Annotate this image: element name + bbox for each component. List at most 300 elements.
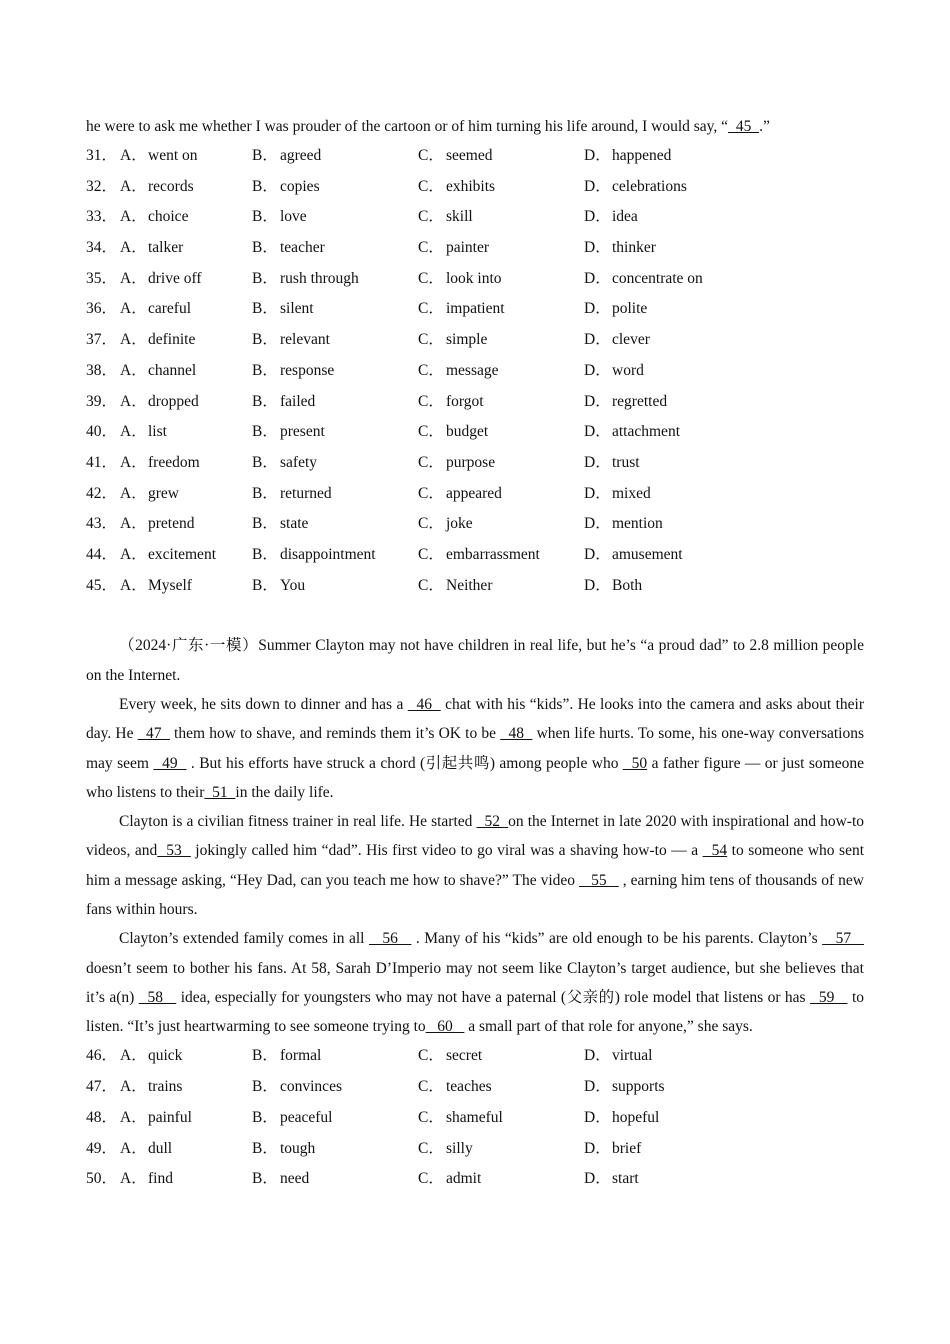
option-text: agreed xyxy=(280,147,322,164)
option-letter: C． xyxy=(418,423,444,441)
option-text: went on xyxy=(148,147,198,164)
blank-46: 46 xyxy=(407,695,441,713)
option-letter: A． xyxy=(120,300,147,318)
option-c xyxy=(418,233,584,264)
option-text: regretted xyxy=(612,392,668,410)
option-letter: D． xyxy=(584,545,611,563)
option-text: shameful xyxy=(446,1108,503,1126)
option-text: peaceful xyxy=(280,1108,333,1126)
option-letter: B． xyxy=(252,453,278,471)
question-number: 33． xyxy=(86,208,118,226)
question-number: 34． xyxy=(86,239,118,257)
question-number: 41． xyxy=(86,453,118,471)
question-row xyxy=(86,571,864,602)
paragraph-4: Clayton’s extended family comes in all 56 . Many of his “kids” are old enough to be his parents. Clayton’s 57 doesn’t seem to bother his fans. At 58, Sarah D’Imperio may not seem like Clayton’s target audience, but she believes that it’s a(n) 58 idea, especially for youngsters who may not have a paternal (父亲的) role model that listens or has 59 to listen. “It’s just heartwarming to see someone trying to 60 a small part of that role for anyone,” she says. xyxy=(86,930,865,1036)
blank-51: 51 xyxy=(204,783,236,801)
option-text: teaches xyxy=(446,1078,492,1096)
option-c xyxy=(418,448,584,479)
option-letter: D． xyxy=(584,576,611,594)
option-letter: C． xyxy=(418,1139,444,1157)
option-a xyxy=(120,479,252,510)
option-text: safety xyxy=(280,453,318,471)
option-letter: D． xyxy=(584,208,611,226)
option-b xyxy=(252,172,418,203)
option-a xyxy=(120,356,252,387)
option-b xyxy=(252,1103,418,1134)
option-c xyxy=(418,356,584,387)
option-letter: D． xyxy=(584,515,611,533)
option-b xyxy=(252,448,418,479)
option-text: tough xyxy=(280,1139,316,1157)
option-d xyxy=(584,571,784,602)
option-text: look into xyxy=(446,269,502,287)
option-d xyxy=(584,141,784,172)
option-text: seemed xyxy=(446,147,493,164)
option-a xyxy=(120,294,252,325)
option-d xyxy=(584,1164,784,1195)
blank-57: 57 xyxy=(822,930,864,948)
option-text: thinker xyxy=(612,239,656,257)
option-b xyxy=(252,417,418,448)
option-a xyxy=(120,448,252,479)
option-text: returned xyxy=(280,484,332,502)
option-letter: B． xyxy=(252,392,278,410)
question-row xyxy=(86,294,864,325)
intro-text-end: .” xyxy=(759,118,770,135)
option-text: secret xyxy=(446,1047,483,1065)
option-letter: B． xyxy=(252,208,278,226)
question-row xyxy=(86,540,864,571)
option-c xyxy=(418,571,584,602)
option-text: convinces xyxy=(280,1078,342,1096)
blank-56: 56 xyxy=(368,930,412,948)
option-text: Neither xyxy=(446,576,493,594)
option-a xyxy=(120,1103,252,1134)
option-b xyxy=(252,387,418,418)
option-letter: D． xyxy=(584,300,611,318)
option-letter: A． xyxy=(120,423,147,441)
option-text: message xyxy=(446,361,499,379)
option-letter: D． xyxy=(584,239,611,257)
question-row xyxy=(86,417,864,448)
option-c xyxy=(418,1072,584,1103)
option-b xyxy=(252,202,418,233)
option-letter: B． xyxy=(252,269,278,287)
option-d xyxy=(584,1103,784,1134)
option-letter: D． xyxy=(584,177,611,195)
option-text: trust xyxy=(612,453,640,471)
option-c xyxy=(418,264,584,295)
document-page xyxy=(86,112,864,1195)
option-a xyxy=(120,233,252,264)
option-text: rush through xyxy=(280,269,359,287)
question-number: 44． xyxy=(86,545,118,563)
option-d xyxy=(584,294,784,325)
option-letter: A． xyxy=(120,1139,147,1157)
option-text: pretend xyxy=(148,515,195,533)
question-number: 38． xyxy=(86,361,118,379)
option-text: polite xyxy=(612,300,648,318)
option-text: failed xyxy=(280,392,316,410)
option-text: need xyxy=(280,1170,310,1188)
option-letter: C． xyxy=(418,392,444,410)
option-letter: A． xyxy=(120,208,147,226)
question-number: 49． xyxy=(86,1139,118,1157)
question-row xyxy=(86,172,864,203)
blank-55: 55 xyxy=(579,871,619,889)
option-letter: D． xyxy=(584,361,611,379)
option-text: drive off xyxy=(148,269,202,287)
question-row xyxy=(86,1041,864,1072)
option-text: response xyxy=(280,361,335,379)
option-letter: D． xyxy=(584,1108,611,1126)
option-d xyxy=(584,509,784,540)
question-number: 37． xyxy=(86,331,118,349)
option-text: careful xyxy=(148,300,192,318)
option-letter: A． xyxy=(120,361,147,379)
option-text: talker xyxy=(148,239,184,257)
question-row xyxy=(86,233,864,264)
option-letter: B． xyxy=(252,1139,278,1157)
question-row xyxy=(86,479,864,510)
blank-47: 47 xyxy=(137,725,170,743)
option-d xyxy=(584,1072,784,1103)
blank-58: 58 xyxy=(138,988,177,1006)
option-letter: D． xyxy=(584,1078,611,1096)
option-text: formal xyxy=(280,1047,322,1065)
options-list-46-50 xyxy=(86,1041,864,1194)
option-letter: B． xyxy=(252,239,278,257)
option-text: clever xyxy=(612,331,650,349)
option-text: mixed xyxy=(612,484,651,502)
option-letter: C． xyxy=(418,361,444,379)
question-number: 48． xyxy=(86,1108,118,1126)
option-letter: D． xyxy=(584,1170,611,1188)
option-text: love xyxy=(280,208,307,226)
option-d xyxy=(584,448,784,479)
blank-59: 59 xyxy=(810,988,848,1006)
option-d xyxy=(584,1041,784,1072)
question-number: 32． xyxy=(86,177,118,195)
option-text: trains xyxy=(148,1078,183,1096)
option-b xyxy=(252,1041,418,1072)
option-a xyxy=(120,387,252,418)
option-text: hopeful xyxy=(612,1108,660,1126)
option-text: silly xyxy=(446,1139,473,1157)
option-a xyxy=(120,1164,252,1195)
option-letter: C． xyxy=(418,208,444,226)
option-b xyxy=(252,571,418,602)
option-text: celebrations xyxy=(612,177,687,195)
option-text: You xyxy=(280,576,306,594)
option-a xyxy=(120,509,252,540)
question-row xyxy=(86,264,864,295)
option-a xyxy=(120,1134,252,1165)
option-letter: D． xyxy=(584,484,611,502)
option-text: purpose xyxy=(446,453,496,471)
blank-49: 49 xyxy=(153,754,187,772)
option-a xyxy=(120,417,252,448)
option-text: idea xyxy=(612,208,638,226)
option-a xyxy=(120,172,252,203)
option-d xyxy=(584,356,784,387)
option-d xyxy=(584,417,784,448)
option-text: painter xyxy=(446,239,490,257)
question-row xyxy=(86,356,864,387)
paragraph-2: Every week, he sits down to dinner and has a 46 chat with his “kids”. He looks into the camera and asks about their day. He 47 them how to shave, and reminds them it’s OK to be 48 when life hurts. To some, his one-way conversations may seem 49 . But his efforts have struck a chord (引起共鸣) among people who 50 a father figure — or just someone who listens to their 51 in the daily life. xyxy=(86,695,865,801)
option-text: attachment xyxy=(612,423,680,441)
option-letter: C． xyxy=(418,300,444,318)
option-a xyxy=(120,202,252,233)
options-list-31-45 xyxy=(86,141,864,601)
option-letter: A． xyxy=(120,177,147,195)
option-d xyxy=(584,479,784,510)
option-a xyxy=(120,540,252,571)
option-letter: B． xyxy=(252,484,278,502)
option-letter: C． xyxy=(418,269,444,287)
option-letter: C． xyxy=(418,484,444,502)
option-c xyxy=(418,172,584,203)
option-d xyxy=(584,202,784,233)
option-letter: D． xyxy=(584,331,611,349)
option-b xyxy=(252,479,418,510)
option-c xyxy=(418,509,584,540)
option-text: dull xyxy=(148,1139,173,1157)
option-text: freedom xyxy=(148,453,200,471)
intro-text: he were to ask me whether I was prouder of the cartoon or of him turning his life around, I would say, “ xyxy=(86,118,729,135)
option-b xyxy=(252,325,418,356)
option-text: supports xyxy=(612,1078,665,1096)
option-letter: A． xyxy=(120,331,147,349)
question-number: 43． xyxy=(86,515,118,533)
option-letter: A． xyxy=(120,269,147,287)
question-number: 46． xyxy=(86,1047,118,1065)
option-letter: A． xyxy=(120,453,147,471)
blank-50: 50 xyxy=(622,754,648,772)
paragraph-1: （2024·广东·一模）Summer Clayton may not have children in real life, but he’s “a proud dad” to 2.8 million people on the Internet. xyxy=(86,637,864,684)
option-letter: A． xyxy=(120,576,147,594)
option-c xyxy=(418,1041,584,1072)
option-a xyxy=(120,325,252,356)
option-d xyxy=(584,264,784,295)
option-letter: D． xyxy=(584,453,611,471)
option-text: copies xyxy=(280,177,320,195)
option-a xyxy=(120,1041,252,1072)
option-a xyxy=(120,571,252,602)
question-row xyxy=(86,1164,864,1195)
option-letter: A． xyxy=(120,392,147,410)
option-letter: C． xyxy=(418,331,444,349)
option-text: Myself xyxy=(148,576,192,594)
option-b xyxy=(252,1134,418,1165)
option-text: teacher xyxy=(280,239,325,257)
question-number: 47． xyxy=(86,1078,118,1096)
option-text: silent xyxy=(280,300,314,318)
option-letter: D． xyxy=(584,1139,611,1157)
option-letter: C． xyxy=(418,177,444,195)
option-d xyxy=(584,387,784,418)
option-text: state xyxy=(280,515,309,533)
option-letter: C． xyxy=(418,545,444,563)
option-letter: B． xyxy=(252,1078,278,1096)
option-letter: C． xyxy=(418,239,444,257)
option-letter: A． xyxy=(120,1078,147,1096)
option-b xyxy=(252,264,418,295)
option-letter: D． xyxy=(584,392,611,410)
option-text: definite xyxy=(148,331,196,349)
option-letter: A． xyxy=(120,239,147,257)
option-d xyxy=(584,1134,784,1165)
option-letter: D． xyxy=(584,269,611,287)
option-b xyxy=(252,356,418,387)
option-letter: C． xyxy=(418,1078,444,1096)
option-letter: D． xyxy=(584,147,611,164)
option-letter: B． xyxy=(252,331,278,349)
option-text: grew xyxy=(148,484,179,502)
option-c xyxy=(418,1134,584,1165)
option-text: channel xyxy=(148,361,197,379)
option-letter: A． xyxy=(120,515,147,533)
question-number: 42． xyxy=(86,484,118,502)
option-text: happened xyxy=(612,147,672,164)
question-row xyxy=(86,325,864,356)
option-c xyxy=(418,540,584,571)
option-text: impatient xyxy=(446,300,505,318)
option-letter: A． xyxy=(120,147,147,164)
option-letter: B． xyxy=(252,1108,278,1126)
option-a xyxy=(120,141,252,172)
question-number: 36． xyxy=(86,300,118,318)
option-c xyxy=(418,141,584,172)
option-text: start xyxy=(612,1170,639,1188)
option-b xyxy=(252,509,418,540)
option-letter: A． xyxy=(120,545,147,563)
option-letter: C． xyxy=(418,1108,444,1126)
option-text: brief xyxy=(612,1139,642,1157)
option-text: relevant xyxy=(280,331,330,349)
option-letter: A． xyxy=(120,1047,147,1065)
question-number: 35． xyxy=(86,269,118,287)
option-text: present xyxy=(280,423,325,441)
option-d xyxy=(584,233,784,264)
paragraph-3: Clayton is a civilian fitness trainer in real life. He started 52 on the Internet in late 2020 with inspirational and how-to videos, and 53 jokingly called him “dad”. His first video to go viral was a shaving how-to — a 54 to someone who sent him a message asking, “Hey Dad, can you teach me how to shave?” The video 55 , earning him tens of thousands of new fans within hours. xyxy=(86,813,865,918)
option-letter: A． xyxy=(120,1170,147,1188)
option-letter: B． xyxy=(252,1170,278,1188)
option-text: joke xyxy=(446,515,473,533)
option-text: Both xyxy=(612,576,643,594)
option-d xyxy=(584,325,784,356)
option-letter: A． xyxy=(120,484,147,502)
passage xyxy=(86,631,864,1041)
option-text: painful xyxy=(148,1108,192,1126)
question-row xyxy=(86,141,864,172)
option-b xyxy=(252,1164,418,1195)
blank-45: 45 xyxy=(728,118,760,135)
option-letter: B． xyxy=(252,576,278,594)
option-text: simple xyxy=(446,331,488,349)
question-row xyxy=(86,1134,864,1165)
option-letter: D． xyxy=(584,1047,611,1065)
intro-line xyxy=(86,112,864,141)
option-c xyxy=(418,387,584,418)
option-letter: B． xyxy=(252,1047,278,1065)
question-number: 40． xyxy=(86,423,118,441)
blank-48: 48 xyxy=(500,725,533,743)
blank-52: 52 xyxy=(476,813,509,831)
option-text: virtual xyxy=(612,1047,653,1065)
option-c xyxy=(418,1164,584,1195)
option-letter: D． xyxy=(584,423,611,441)
option-text: find xyxy=(148,1170,173,1188)
option-text: admit xyxy=(446,1170,482,1188)
question-number: 31． xyxy=(86,147,118,164)
option-c xyxy=(418,325,584,356)
option-text: appeared xyxy=(446,484,502,502)
option-letter: C． xyxy=(418,147,444,164)
question-number: 39． xyxy=(86,392,118,410)
option-d xyxy=(584,540,784,571)
option-b xyxy=(252,540,418,571)
option-letter: B． xyxy=(252,545,278,563)
question-row xyxy=(86,1103,864,1134)
option-letter: A． xyxy=(120,1108,147,1126)
option-letter: C． xyxy=(418,453,444,471)
option-text: quick xyxy=(148,1047,183,1065)
option-text: budget xyxy=(446,423,489,441)
option-letter: B． xyxy=(252,423,278,441)
question-number: 45． xyxy=(86,576,118,594)
question-row xyxy=(86,202,864,233)
option-text: choice xyxy=(148,208,189,226)
option-text: exhibits xyxy=(446,177,496,195)
option-text: excitement xyxy=(148,545,216,563)
option-text: records xyxy=(148,177,194,195)
question-row xyxy=(86,1072,864,1103)
option-a xyxy=(120,264,252,295)
option-c xyxy=(418,202,584,233)
option-letter: C． xyxy=(418,1047,444,1065)
option-letter: B． xyxy=(252,361,278,379)
option-letter: B． xyxy=(252,515,278,533)
option-letter: B． xyxy=(252,147,278,164)
option-c xyxy=(418,479,584,510)
option-text: list xyxy=(148,423,167,441)
option-letter: C． xyxy=(418,1170,444,1188)
option-b xyxy=(252,233,418,264)
option-letter: C． xyxy=(418,576,444,594)
option-text: concentrate on xyxy=(612,269,703,287)
option-c xyxy=(418,417,584,448)
option-text: disappointment xyxy=(280,545,376,563)
question-row xyxy=(86,387,864,418)
question-row xyxy=(86,448,864,479)
option-b xyxy=(252,141,418,172)
option-text: mention xyxy=(612,515,663,533)
option-letter: C． xyxy=(418,515,444,533)
option-letter: B． xyxy=(252,300,278,318)
option-text: forgot xyxy=(446,392,484,410)
option-text: word xyxy=(612,361,644,379)
option-text: skill xyxy=(446,208,473,226)
blank-53: 53 xyxy=(157,842,191,860)
option-letter: B． xyxy=(252,177,278,195)
option-c xyxy=(418,294,584,325)
question-row xyxy=(86,509,864,540)
option-b xyxy=(252,294,418,325)
blank-60: 60 xyxy=(425,1018,465,1036)
option-a xyxy=(120,1072,252,1103)
option-text: dropped xyxy=(148,392,199,410)
